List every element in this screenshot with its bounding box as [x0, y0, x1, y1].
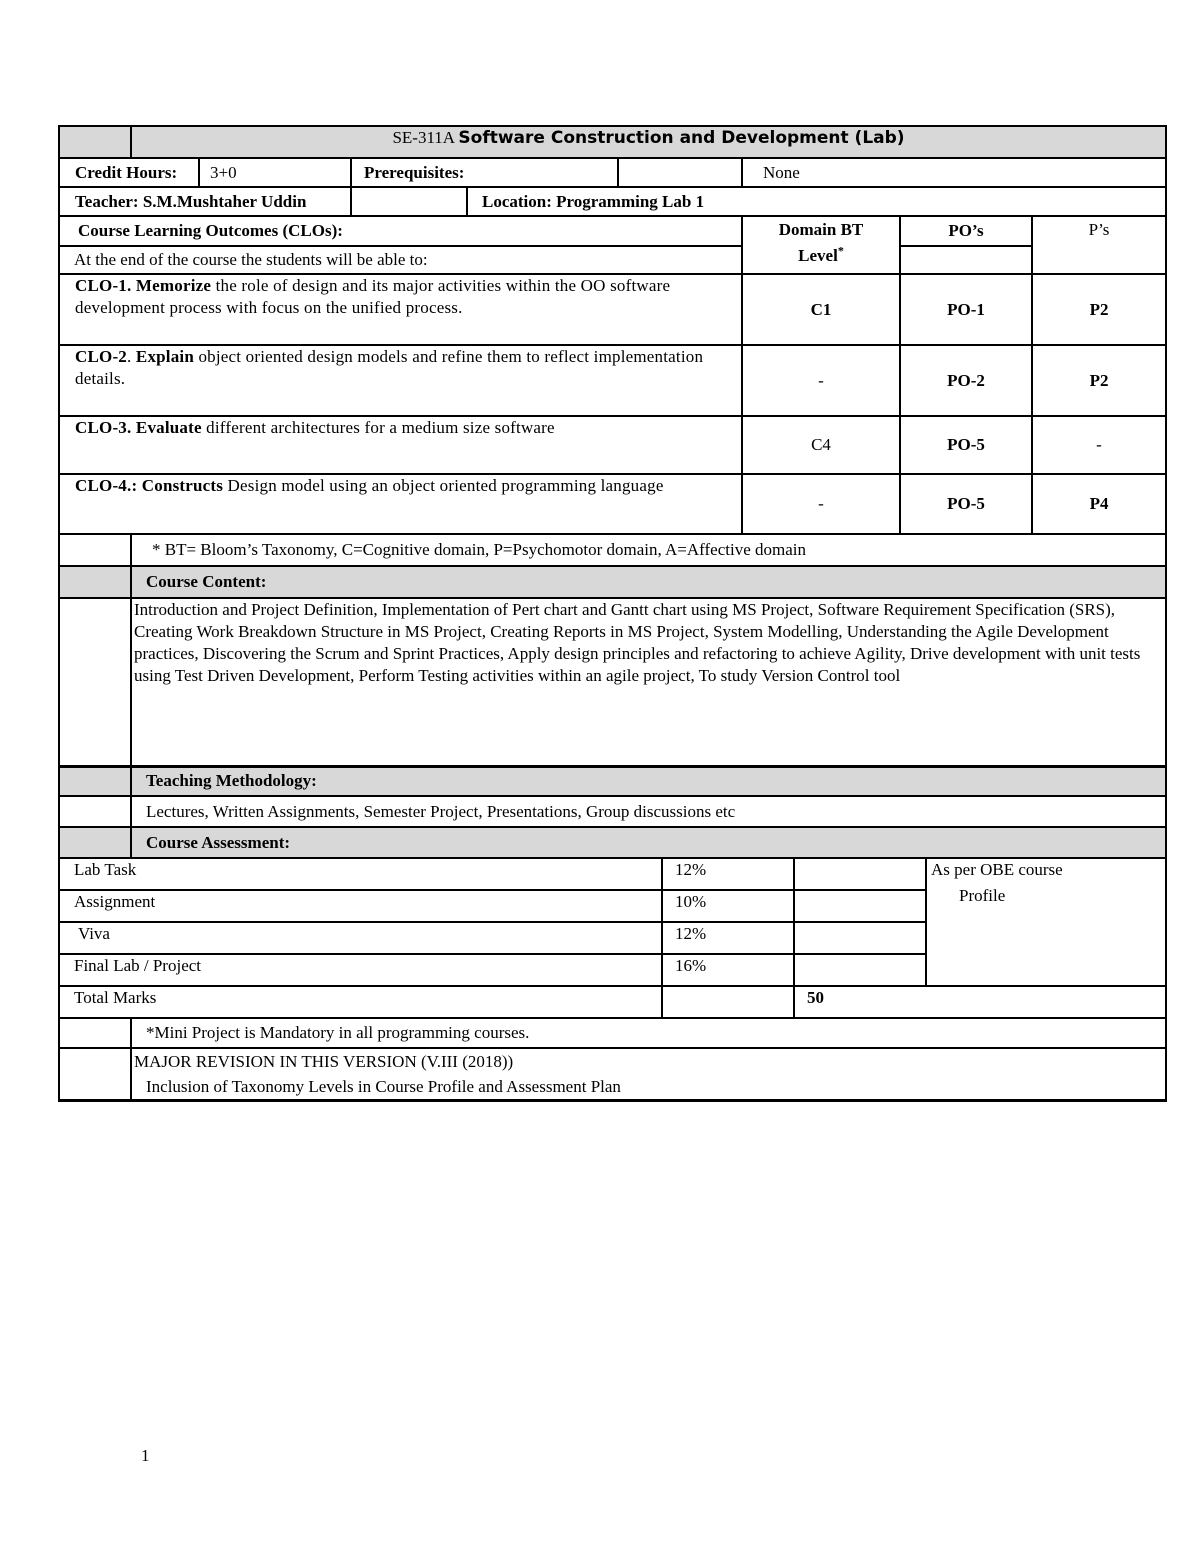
clo-heading: Course Learning Outcomes (CLOs):	[59, 216, 742, 246]
clo-header-row	[59, 216, 1166, 246]
course-profile-table	[58, 125, 1167, 1102]
course-code: SE-311A	[392, 128, 455, 147]
methodology-text: Lectures, Written Assignments, Semester Project, Presentations, Group discussions etc	[131, 796, 1166, 827]
page-number: 1	[141, 1446, 150, 1465]
clo-1-label: CLO-1.	[75, 276, 132, 295]
clo-1-domain: C1	[742, 274, 900, 345]
content-left	[59, 598, 131, 766]
clo-subheader-row	[59, 246, 1166, 274]
revision-title: MAJOR REVISION IN THIS VERSION (V.III (2018))	[134, 1052, 514, 1071]
clo-3-domain: C4	[742, 416, 900, 474]
content-row	[59, 598, 1166, 766]
clo-3-p: -	[1032, 416, 1166, 474]
clo-4-label: CLO-4.:	[75, 476, 138, 495]
course-name: Software Construction and Development (Lab)	[458, 128, 905, 148]
ps-header: P’s	[1032, 216, 1166, 274]
clo-4-text: Design model using an object oriented programming language	[223, 476, 664, 495]
prerequisites-value: None	[742, 158, 1166, 187]
pos-header: PO’s	[900, 216, 1032, 246]
domain-bt-star: *	[837, 243, 844, 258]
clo-4-p: P4	[1032, 474, 1166, 534]
clo-1-po: PO-1	[900, 274, 1032, 345]
total-marks-label: Total Marks	[60, 986, 662, 1017]
credit-hours-value: 3+0	[199, 158, 351, 187]
clo-2-po: PO-2	[900, 345, 1032, 416]
revision-text: Inclusion of Taxonomy Levels in Course Profile and Assessment Plan	[146, 1077, 621, 1096]
assessment-table	[60, 859, 1166, 1017]
prerequisites-label: Prerequisites:	[351, 158, 618, 187]
clo-3-po: PO-5	[900, 416, 1032, 474]
clo-4-po: PO-5	[900, 474, 1032, 534]
course-title	[131, 126, 1166, 158]
mini-project-row	[59, 1018, 1166, 1048]
teacher-blank	[351, 187, 467, 216]
total-marks-row	[60, 986, 1166, 1017]
methodology-left	[59, 796, 131, 827]
clo-row-4	[59, 474, 1166, 534]
clo-2-label: CLO-2	[75, 347, 127, 366]
clo-row-1	[59, 274, 1166, 345]
clo-row-3	[59, 416, 1166, 474]
assessment-note	[926, 859, 1166, 986]
location: Location: Programming Lab 1	[467, 187, 1166, 216]
credit-row	[59, 158, 1166, 187]
total-marks-blank	[662, 986, 794, 1017]
assessment-table-cell	[59, 858, 1166, 1018]
clo-1-description	[59, 274, 742, 345]
bt-note-row	[59, 534, 1166, 566]
teacher-row	[59, 187, 1166, 216]
clo-1-text: the role of design and its major activities within the OO software development process with focus on the unified process.	[75, 276, 671, 317]
clo-2-text: object oriented design models and refine them to reflect implementation details.	[75, 347, 704, 388]
methodology-heading-row	[59, 766, 1166, 796]
domain-bt-line1: Domain BT	[778, 220, 864, 239]
methodology-heading-left	[59, 766, 131, 796]
bt-note-left	[59, 534, 131, 566]
assessment-note-line2: Profile	[959, 886, 1006, 905]
assessment-percent-2: 10%	[662, 890, 794, 922]
title-left-cell	[59, 126, 131, 158]
assessment-blank-3	[794, 922, 926, 954]
revision-left	[59, 1048, 131, 1101]
revision-row	[59, 1048, 1166, 1101]
credit-hours-label: Credit Hours:	[59, 158, 199, 187]
assessment-blank-2	[794, 890, 926, 922]
clo-row-2	[59, 345, 1166, 416]
assessment-blank-1	[794, 859, 926, 890]
clo-subtitle: At the end of the course the students will be able to:	[59, 246, 742, 274]
assessment-note-line1: As per OBE course	[931, 860, 1063, 879]
assessment-name-4: Final Lab / Project	[60, 954, 662, 986]
bt-note: * BT= Bloom’s Taxonomy, C=Cognitive domain, P=Psychomotor domain, A=Affective domain	[131, 534, 1166, 566]
assessment-heading-left	[59, 827, 131, 858]
content-heading-row	[59, 566, 1166, 598]
clo-3-verb: Evaluate	[135, 418, 202, 437]
content-heading-left	[59, 566, 131, 598]
teacher-name: Teacher: S.M.Mushtaher Uddin	[59, 187, 351, 216]
assessment-row-1	[60, 859, 1166, 890]
mini-project-left	[59, 1018, 131, 1048]
assessment-percent-1: 12%	[662, 859, 794, 890]
assessment-blank-4	[794, 954, 926, 986]
clo-1-p: P2	[1032, 274, 1166, 345]
clo-2-verb: Explain	[135, 347, 195, 366]
clo-1-verb: Memorize	[135, 276, 212, 295]
clo-4-description	[59, 474, 742, 534]
clo-2-description	[59, 345, 742, 416]
assessment-heading-row	[59, 827, 1166, 858]
clo-2-domain: -	[742, 345, 900, 416]
assessment-name-1: Lab Task	[60, 859, 662, 890]
mini-project-note: *Mini Project is Mandatory in all programming courses.	[131, 1018, 1166, 1048]
clo-4-domain: -	[742, 474, 900, 534]
assessment-table-row	[59, 858, 1166, 1018]
content-heading: Course Content:	[131, 566, 1166, 598]
total-marks-value: 50	[794, 986, 1166, 1017]
domain-bt-header	[742, 216, 900, 274]
methodology-heading: Teaching Methodology:	[131, 766, 1166, 796]
pos-header-blank	[900, 246, 1032, 274]
assessment-name-2: Assignment	[60, 890, 662, 922]
revision-cell	[131, 1048, 1166, 1101]
assessment-percent-4: 16%	[662, 954, 794, 986]
clo-3-description	[59, 416, 742, 474]
clo-4-verb: Constructs	[141, 476, 224, 495]
assessment-heading: Course Assessment:	[131, 827, 1166, 858]
clo-2-sep: .	[127, 347, 136, 366]
assessment-name-3: Viva	[60, 922, 662, 954]
title-row	[59, 126, 1166, 158]
clo-3-text: different architectures for a medium size software	[201, 418, 555, 437]
domain-bt-line2-wrap	[747, 245, 895, 267]
domain-bt-line2: Level	[798, 246, 838, 265]
prerequisites-blank	[618, 158, 742, 187]
clo-2-p: P2	[1032, 345, 1166, 416]
content-text: Introduction and Project Definition, Implementation of Pert chart and Gantt chart using MS Project, Software Requirement Specification (SRS), Creating Work Breakdown Structure in MS Project, Creating Reports in MS Project, System Modelling, Understanding the Agile Development practices, Discovering the Scrum and Sprint Practices, Apply design principles and refactoring to achieve Agility, Drive development with unit tests using Test Driven Development, Perform Testing activities within an agile project, To study Version Control tool	[131, 598, 1166, 766]
assessment-percent-3: 12%	[662, 922, 794, 954]
methodology-row	[59, 796, 1166, 827]
clo-3-label: CLO-3.	[75, 418, 132, 437]
